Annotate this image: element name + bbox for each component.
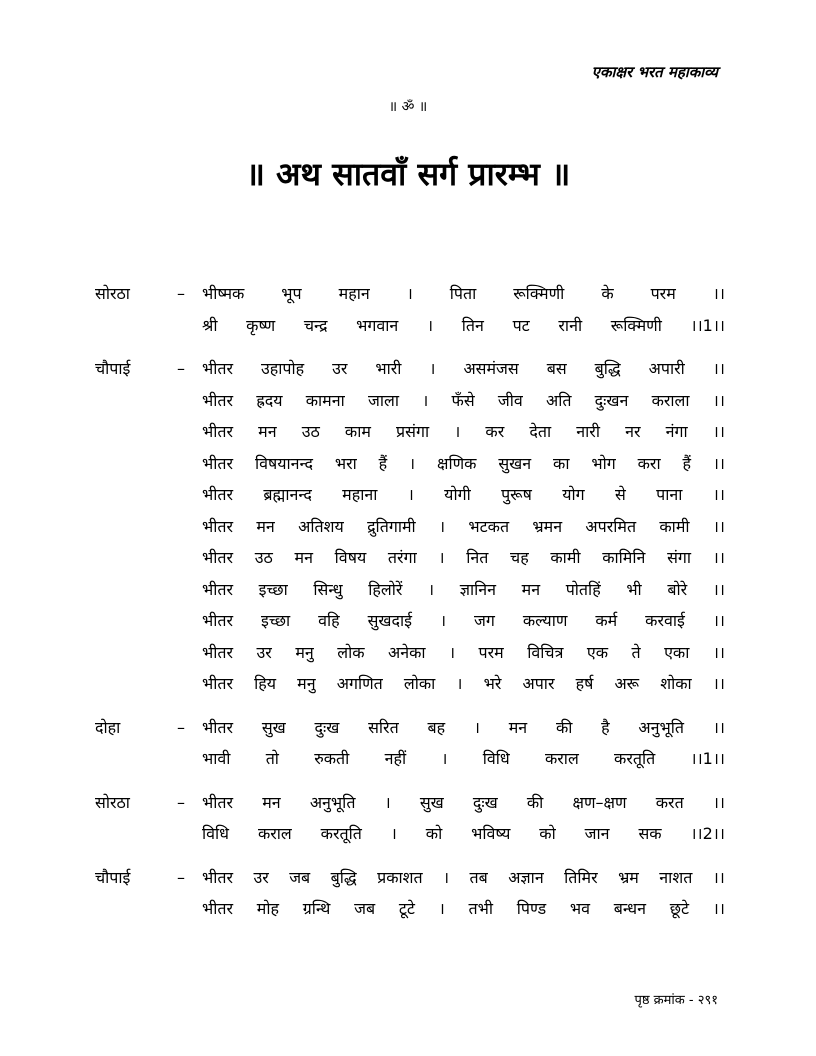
verse-word: सक xyxy=(638,824,662,843)
verse-word: ।। xyxy=(712,485,725,504)
verse-word: जान xyxy=(584,824,610,843)
verse-word: पिता xyxy=(449,284,477,303)
verse-word: एक xyxy=(586,642,609,662)
section-label: दोहा xyxy=(95,717,121,737)
verse-word: । xyxy=(449,642,456,662)
verse-word: भ्रम xyxy=(618,867,639,887)
verse-word: मन xyxy=(256,516,275,536)
verse-word: ।। xyxy=(712,548,725,567)
verse-word: कर xyxy=(485,422,505,441)
verse-word: भारी xyxy=(375,359,402,378)
verse-word: बोरे xyxy=(667,579,688,599)
verse-word: ।। xyxy=(712,359,725,378)
verse-word: भरा xyxy=(334,453,357,473)
verse-word: कर्म xyxy=(595,611,618,630)
verse-word: द्रुतिगामी xyxy=(367,516,416,536)
verse-word: मन xyxy=(258,422,277,441)
section-dash: – xyxy=(177,867,185,887)
section-dash: – xyxy=(177,359,185,378)
verse-word: नारी xyxy=(576,422,600,441)
verse-word: परम xyxy=(478,642,504,662)
verse-word: बस xyxy=(546,359,567,378)
verse-word: को xyxy=(539,824,556,843)
section-dash: – xyxy=(177,717,185,737)
verse-word: तरंगा xyxy=(387,548,417,567)
verse-word: है xyxy=(601,717,610,737)
verse-word: भव xyxy=(569,899,591,918)
verse-word: पाना xyxy=(656,485,683,504)
verse-word: अपार xyxy=(522,674,555,693)
verse-word: विधि xyxy=(202,824,230,843)
verse-word: वहि xyxy=(318,611,340,630)
verse-word: अनुभूति xyxy=(309,792,356,812)
verse-word: पट xyxy=(512,315,530,335)
verse-word: भगवान xyxy=(356,315,399,335)
verse-word: कराल xyxy=(257,824,292,843)
verse-line xyxy=(202,605,725,637)
verse-word: भीतर xyxy=(202,516,234,536)
verse-word: भीतर xyxy=(202,611,234,630)
verse-word: उठ xyxy=(301,422,320,441)
verse-word: । xyxy=(438,899,445,918)
verse-word: विचित्र xyxy=(527,642,564,662)
verse-word: योगी xyxy=(444,485,471,504)
verse-word: करवाई xyxy=(645,611,685,630)
section-label: चौपाई xyxy=(95,867,131,887)
verse-word: छूटे xyxy=(669,899,690,918)
verse-word: अपरमित xyxy=(585,516,637,536)
verse-line xyxy=(202,542,725,574)
verse-word: दुःख xyxy=(472,792,498,812)
verse-word: नित xyxy=(466,548,489,567)
verse-word: भ्रमन xyxy=(532,516,563,536)
verse-word: कामिनि xyxy=(602,548,646,567)
verse-word: ।। xyxy=(712,674,725,693)
verse-word: भीष्मक xyxy=(202,284,245,303)
verse-word: भूप xyxy=(281,284,302,303)
verse-line xyxy=(202,278,725,310)
verse-word: जाला xyxy=(367,390,399,410)
verse-word: जीव xyxy=(497,390,523,410)
verse-line xyxy=(202,637,725,669)
verse-word: एका xyxy=(664,642,690,662)
verse-word: भीतर xyxy=(202,548,234,567)
verse-word: करत xyxy=(655,792,684,812)
verse-word: । xyxy=(406,284,413,303)
verse-word: अति xyxy=(545,390,572,410)
verse-word: भरे xyxy=(483,674,502,693)
verse-word: बुद्धि xyxy=(330,867,357,887)
verse-line xyxy=(202,712,725,744)
verse-section xyxy=(95,787,725,850)
verse-word: । xyxy=(384,792,391,812)
verse-word: करतूति xyxy=(614,749,656,768)
verse-word: चन्द्र xyxy=(303,315,328,335)
verse-word: भी xyxy=(626,579,642,599)
verse-word: अरू xyxy=(614,674,640,693)
verse-word: सुखन xyxy=(498,453,532,473)
verse-word: । xyxy=(439,611,447,630)
verse-word: ।। xyxy=(712,867,725,887)
verse-line xyxy=(202,511,725,543)
verse-section xyxy=(95,278,725,341)
verse-line xyxy=(202,353,725,385)
verse-word: । xyxy=(443,867,450,887)
verse-section xyxy=(95,862,725,925)
verse-word: सिन्धु xyxy=(313,579,343,599)
verse-section xyxy=(95,353,725,700)
chapter-title: ॥ अथ सातवाँ सर्ग प्रारम्भ ॥ xyxy=(245,155,571,193)
verse-word: ।। xyxy=(712,390,725,410)
verse-word: जब xyxy=(354,899,376,918)
verse-word: हैं xyxy=(378,453,388,473)
verse-word: बन्धन xyxy=(613,899,647,918)
verse-word: ।।1।। xyxy=(690,315,725,335)
verse-word: लोक xyxy=(337,642,365,662)
verse-word: अनुभूति xyxy=(638,717,685,737)
verse-word: कामी xyxy=(659,516,690,536)
verse-word: महाना xyxy=(342,485,378,504)
verse-word: तब xyxy=(469,867,488,887)
verse-word: अपारी xyxy=(648,359,685,378)
verse-word: ।। xyxy=(712,717,725,737)
verse-word: ह्रदय xyxy=(256,390,283,410)
verse-word: जब xyxy=(289,867,311,887)
verse-word: हर्ष xyxy=(575,674,594,693)
verse-word: । xyxy=(438,548,445,567)
verse-word: कराल xyxy=(544,749,579,768)
verse-word: अतिशय xyxy=(298,516,344,536)
section-label: सोरठा xyxy=(95,792,130,812)
verse-word: दुःखन xyxy=(594,390,629,410)
verse-word: ।। xyxy=(712,516,725,536)
verse-word: बह xyxy=(427,717,446,737)
verse-word: करतूति xyxy=(320,824,362,843)
section-dash: – xyxy=(177,284,185,303)
verse-word: उठ xyxy=(254,548,273,567)
verse-word: तभी xyxy=(468,899,494,918)
verse-word: पिण्ड xyxy=(516,899,547,918)
verse-word: । xyxy=(441,749,448,768)
verse-word: उहापोह xyxy=(261,359,305,378)
verse-word: विषय xyxy=(334,548,367,567)
invocation-om: ॥ ॐ ॥ xyxy=(388,99,428,115)
verse-word: मनु xyxy=(295,642,314,662)
verse-word: ।। xyxy=(712,792,725,812)
verse-word: प्रसंगा xyxy=(396,422,430,441)
verse-word: ।। xyxy=(712,899,725,918)
verse-word: नर xyxy=(625,422,641,441)
verse-word: भीतर xyxy=(202,359,234,378)
verse-word: मन xyxy=(262,792,281,812)
verse-word: कामी xyxy=(550,548,581,567)
section-label: सोरठा xyxy=(95,284,130,303)
verse-word: भीतर xyxy=(202,422,234,441)
verse-word: फँसे xyxy=(451,390,475,410)
verse-word: ।।1।। xyxy=(690,749,725,768)
verse-word: से xyxy=(615,485,626,504)
verse-word: इच्छा xyxy=(261,611,291,630)
verse-word: । xyxy=(390,824,397,843)
verse-word: सुखदाई xyxy=(367,611,412,630)
verse-line xyxy=(202,310,725,342)
verse-word: सुख xyxy=(419,792,444,812)
verse-word: लोका xyxy=(403,674,436,693)
verse-word: भीतर xyxy=(202,792,234,812)
verse-word: । xyxy=(428,579,435,599)
verse-word: भीतर xyxy=(202,642,234,662)
verse-word: रूक्मिणी xyxy=(513,284,565,303)
verse-word: पोतहिं xyxy=(565,579,601,599)
verse-word: । xyxy=(438,516,446,536)
verse-line xyxy=(202,416,725,448)
verse-word: । xyxy=(454,422,461,441)
verse-word: । xyxy=(473,717,480,737)
verse-word: भीतर xyxy=(202,867,234,887)
verse-word: भटकत xyxy=(468,516,510,536)
verse-word: जग xyxy=(473,611,495,630)
verse-word: । xyxy=(426,315,434,335)
verse-word: पुरूष xyxy=(501,485,532,504)
verse-line xyxy=(202,448,725,480)
verse-word: रूक्मिणी xyxy=(610,315,662,335)
verse-word: सुख xyxy=(261,717,286,737)
verse-word: तिमिर xyxy=(564,867,598,887)
verse-body xyxy=(95,278,725,937)
verse-word: रुकती xyxy=(314,749,350,768)
verse-word: योग xyxy=(562,485,585,504)
verse-word: कामना xyxy=(305,390,345,410)
verse-word: मन xyxy=(294,548,313,567)
page-number: पृष्ठ क्रमांक - २९१ xyxy=(634,993,718,1008)
verse-word: ।। xyxy=(712,453,725,473)
verse-line xyxy=(202,668,725,700)
verse-word: करा xyxy=(637,453,661,473)
verse-line xyxy=(202,787,725,819)
verse-word: को xyxy=(425,824,443,843)
verse-word: ते xyxy=(631,642,641,662)
verse-word: अज्ञान xyxy=(508,867,544,887)
verse-line xyxy=(202,385,725,417)
verse-word: विषयानन्द xyxy=(254,453,313,473)
verse-word: भीतर xyxy=(202,579,234,599)
verse-word: अनेका xyxy=(387,642,426,662)
verse-word: भावी xyxy=(202,749,231,768)
verse-word: कराला xyxy=(651,390,690,410)
verse-word: उर xyxy=(256,642,272,662)
verse-word: । xyxy=(429,359,436,378)
verse-word: कल्याण xyxy=(522,611,568,630)
verse-word: भीतर xyxy=(202,390,234,410)
verse-word: महान xyxy=(338,284,370,303)
verse-word: मोह xyxy=(256,899,279,918)
verse-word: क्षणिक xyxy=(437,453,477,473)
verse-word: सरित xyxy=(368,717,399,737)
section-label: चौपाई xyxy=(95,359,131,378)
verse-word: ज्ञानिन xyxy=(459,579,497,599)
verse-word: शोका xyxy=(660,674,692,693)
verse-word: हैं xyxy=(682,453,691,473)
verse-word: मन xyxy=(508,717,528,737)
verse-word: का xyxy=(553,453,570,473)
verse-word: देता xyxy=(529,422,552,441)
verse-word: अगणित xyxy=(336,674,383,693)
verse-word: की xyxy=(526,792,544,812)
verse-word: उर xyxy=(332,359,348,378)
verse-line xyxy=(202,893,725,925)
verse-word: भीतर xyxy=(202,717,234,737)
verse-word: की xyxy=(555,717,573,737)
verse-word: नाशत xyxy=(659,867,693,887)
verse-word: । xyxy=(422,390,429,410)
verse-word: के xyxy=(601,284,614,303)
verse-word: श्री xyxy=(202,315,218,335)
verse-word: ।। xyxy=(712,284,725,303)
verse-word: प्रकाशत xyxy=(377,867,423,887)
verse-word: ब्रह्मानन्द xyxy=(263,485,312,504)
verse-line xyxy=(202,862,725,894)
verse-line xyxy=(202,479,725,511)
verse-word: विधि xyxy=(482,749,510,768)
verse-word: मनु xyxy=(297,674,316,693)
verse-word: तो xyxy=(265,749,279,768)
verse-word: मन xyxy=(521,579,541,599)
verse-word: इच्छा xyxy=(258,579,288,599)
verse-word: काम xyxy=(344,422,371,441)
verse-word: क्षण–क्षण xyxy=(572,792,627,812)
verse-word: परम xyxy=(650,284,676,303)
book-title-header: एकाक्षर भरत महाकाव्य xyxy=(591,63,718,81)
verse-word: नहीं xyxy=(384,749,407,768)
verse-word: भीतर xyxy=(202,674,234,693)
verse-word: भोग xyxy=(591,453,616,473)
verse-word: । xyxy=(456,674,463,693)
verse-word: तिन xyxy=(461,315,484,335)
verse-word: दुःख xyxy=(314,717,340,737)
verse-word: हिलोरें xyxy=(368,579,403,599)
verse-word: बुद्धि xyxy=(594,359,621,378)
verse-word: भीतर xyxy=(202,453,234,473)
verse-word: भविष्य xyxy=(471,824,511,843)
verse-word: हिय xyxy=(254,674,277,693)
verse-line xyxy=(202,743,725,775)
verse-word: संगा xyxy=(667,548,692,567)
verse-word: ।। xyxy=(712,422,725,441)
verse-word: नंगा xyxy=(665,422,688,441)
verse-line xyxy=(202,818,725,850)
verse-word: भीतर xyxy=(202,485,234,504)
verse-word: टूटे xyxy=(398,899,415,918)
section-dash: – xyxy=(177,792,185,812)
verse-word: । xyxy=(407,485,414,504)
verse-word: उर xyxy=(253,867,269,887)
verse-word: ।। xyxy=(712,611,725,630)
verse-word: ।। xyxy=(712,642,725,662)
verse-word: चह xyxy=(510,548,529,567)
verse-word: रानी xyxy=(558,315,583,335)
verse-section xyxy=(95,712,725,775)
verse-word: असमंजस xyxy=(463,359,519,378)
verse-word: । xyxy=(409,453,416,473)
verse-line xyxy=(202,574,725,606)
verse-word: ग्रन्थि xyxy=(302,899,331,918)
verse-word: भीतर xyxy=(202,899,234,918)
verse-word: कृष्ण xyxy=(246,315,276,335)
verse-word: ।। xyxy=(712,579,725,599)
verse-word: ।।2।। xyxy=(690,824,725,843)
